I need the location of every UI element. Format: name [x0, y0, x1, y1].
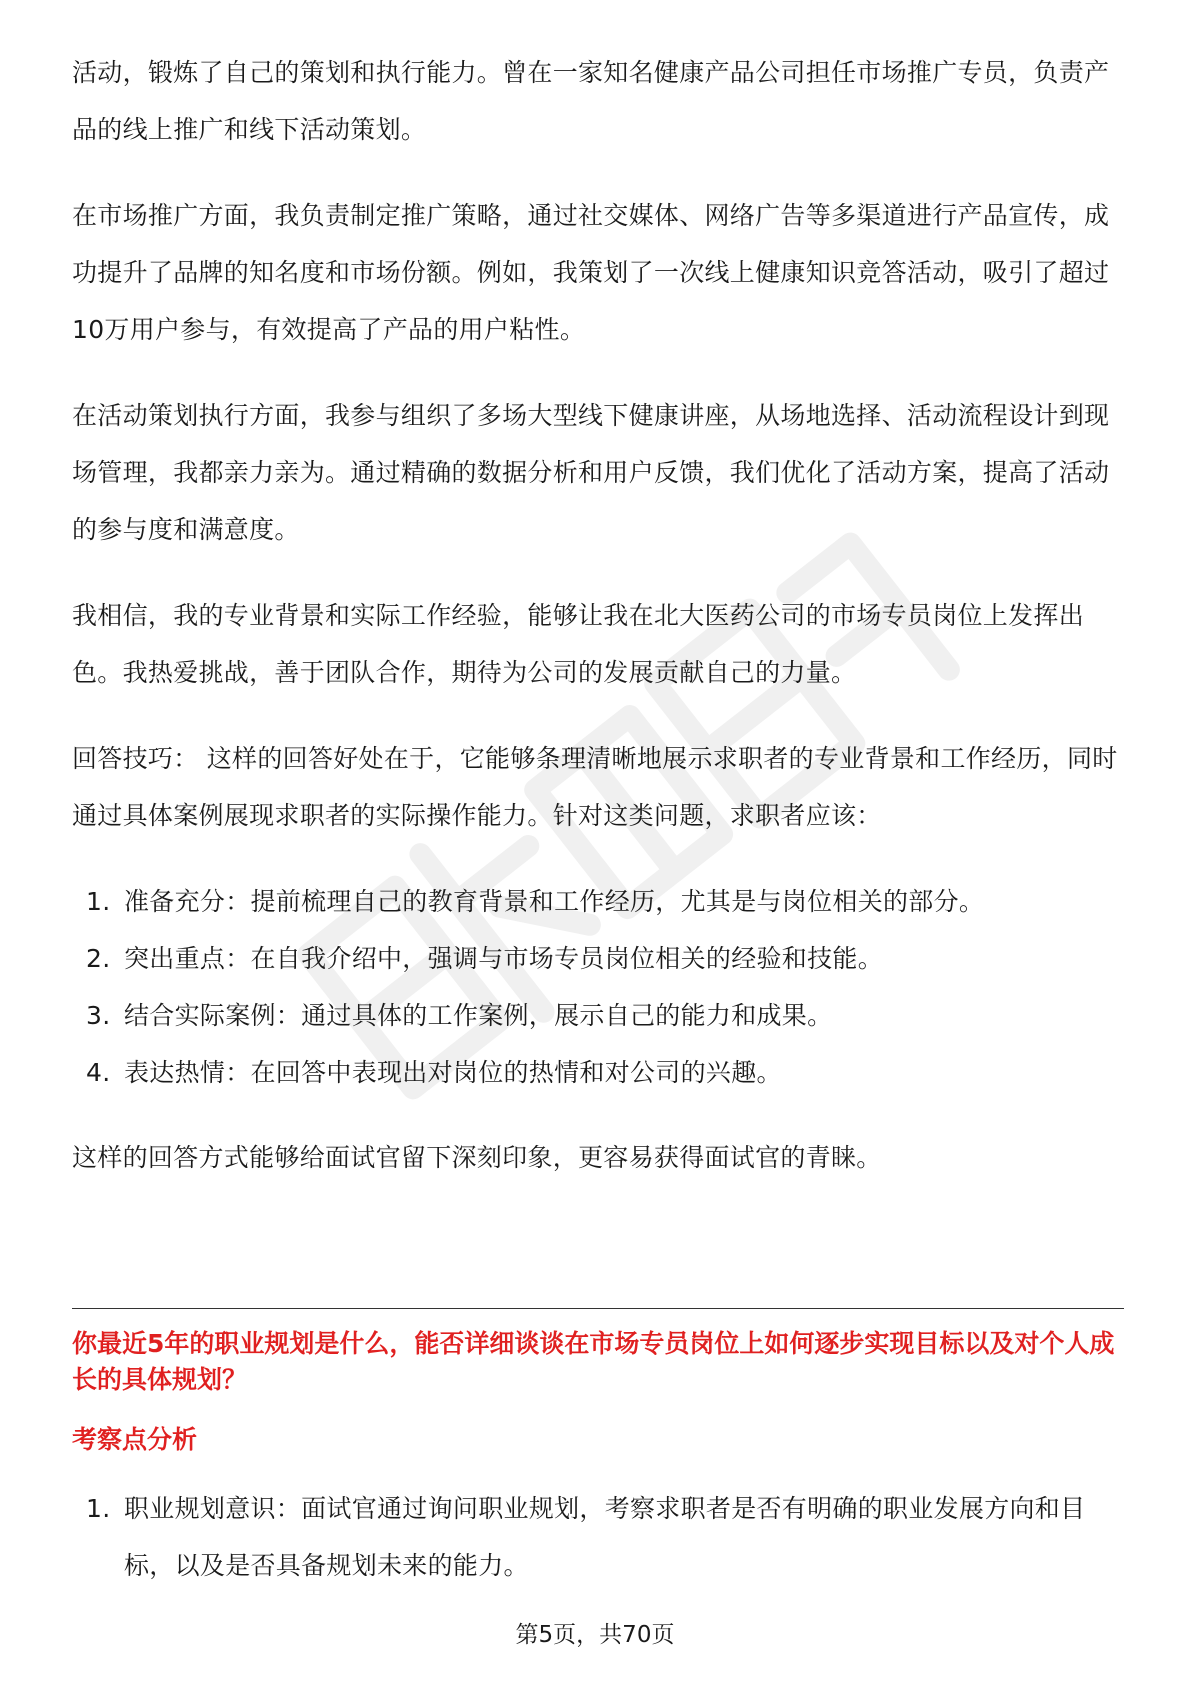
main-content [72, 44, 1122, 1186]
list-item-text: 职业规划意识：面试官通过询问职业规划，考察求职者是否有明确的职业发展方向和目标，以及是否具备规划未来的能力。 [124, 1494, 1086, 1580]
paragraph-closing: 这样的回答方式能够给面试官留下深刻印象，更容易获得面试官的青睐。 [72, 1143, 882, 1172]
list-item-text: 突出重点：在自我介绍中，强调与市场专员岗位相关的经验和技能。 [124, 944, 884, 973]
paragraph-marketing: 在市场推广方面，我负责制定推广策略，通过社交媒体、网络广告等多渠道进行产品宣传，成功提升了品牌的知名度和市场份额。例如，我策划了一次线上健康知识竞答活动，吸引了超过10万用户参与，有效提高了产品的用户粘性。 [72, 201, 1110, 344]
tips-list [72, 873, 1122, 1101]
analysis-list [72, 1480, 1122, 1594]
list-item-text: 准备充分：提前梳理自己的教育背景和工作经历，尤其是与岗位相关的部分。 [124, 887, 985, 916]
list-number: 4. [86, 1058, 111, 1087]
list-item-text: 结合实际案例：通过具体的工作案例，展示自己的能力和成果。 [124, 1001, 833, 1030]
list-number: 1. [86, 887, 111, 916]
list-item [72, 1480, 1122, 1594]
paragraph-belief: 我相信，我的专业背景和实际工作经验，能够让我在北大医药公司的市场专员岗位上发挥出色。我热爱挑战，善于团队合作，期待为公司的发展贡献自己的力量。 [72, 601, 1085, 687]
page-footer: 第5页，共70页 [515, 1622, 675, 1648]
paragraph-answer-tips: 回答技巧： 这样的回答好处在于，它能够条理清晰地展示求职者的专业背景和工作经历，同时通过具体案例展现求职者的实际操作能力。针对这类问题，求职者应该： [72, 744, 1118, 830]
list-item [72, 873, 1122, 930]
list-item [72, 1044, 1122, 1101]
list-number: 2. [86, 944, 111, 973]
list-number: 1. [86, 1494, 111, 1523]
list-item-text: 表达热情：在回答中表现出对岗位的热情和对公司的兴趣。 [124, 1058, 782, 1087]
list-item [72, 987, 1122, 1044]
section-heading: 考察点分析 [72, 1425, 198, 1454]
list-number: 3. [86, 1001, 111, 1030]
paragraph-experience-intro: 活动，锻炼了自己的策划和执行能力。曾在一家知名健康产品公司担任市场推广专员，负责产品的线上推广和线下活动策划。 [72, 58, 1110, 144]
section-divider [72, 1308, 1124, 1309]
paragraph-event-planning: 在活动策划执行方面，我参与组织了多场大型线下健康讲座，从场地选择、活动流程设计到现场管理，我都亲力亲为。通过精确的数据分析和用户反馈，我们优化了活动方案，提高了活动的参与度和满意度。 [72, 401, 1110, 544]
interview-question: 你最近5年的职业规划是什么，能否详细谈谈在市场专员岗位上如何逐步实现目标以及对个人成长的具体规划？ [72, 1329, 1115, 1394]
list-item [72, 930, 1122, 987]
